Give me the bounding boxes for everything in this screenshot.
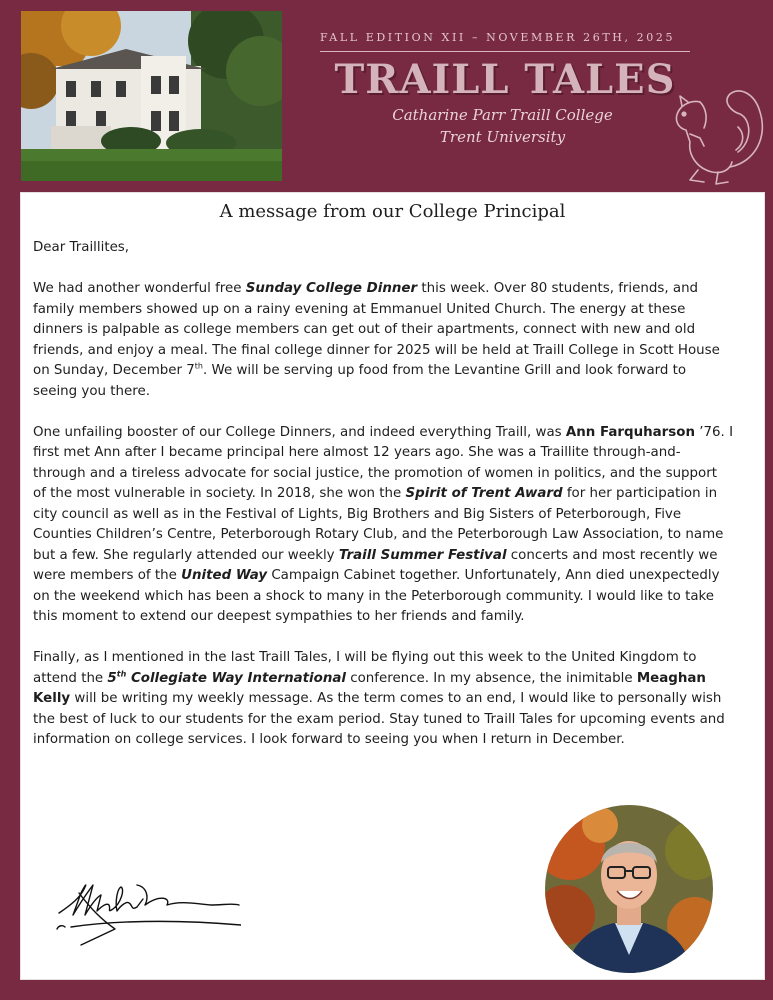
college-house-photo [21,11,282,181]
handwritten-signature [51,875,241,955]
event-name: Sunday College Dinner [245,281,418,296]
award-name: Spirit of Trent Award [405,486,563,501]
newsletter-header [0,0,773,190]
header-divider [320,51,690,52]
university-name: Trent University [439,128,566,146]
salutation: Dear Traillites, [33,240,130,255]
edition-line: FALL EDITION XII – NOVEMBER 26TH, 2025 [320,31,676,44]
festival-name: Traill Summer Festival [338,547,507,563]
newsletter-title: TRAILL TALES [334,56,676,103]
paragraph-travel: Finally, as I mentioned in the last Traill Tales, I will be flying out this week to the United Kingdom to attend the 5th Collegiate Way International conference. In my absence, the inimitable Meaghan Kelly will be writing my weekly message. As the term comes to an end, I would like to personally wish the best of luck to our students for the exam period. Stay tuned to Traill Tales for upcoming events and information on college services. I look forward to seeing you when I return in December. [33,650,725,747]
college-name: Catharine Parr Traill College [392,106,613,124]
guest-writer-name: Meaghan Kelly [33,670,706,706]
person-name: Ann Farquharson [565,424,695,440]
squirrel-icon [660,72,770,188]
message-card [20,192,765,980]
paragraph-tribute: One unfailing booster of our College Dinners, and indeed everything Traill, was Ann Farquharson ’76. I first met Ann after I became principal here almost 12 years ago. She was a Traillite through-and-through and a tireless advocate for social justice, the promotion of women in politics, and the support of the most vulnerable in society. In 2018, she won the Spirit of Trent Award for her participation in city council as well as in the Festival of Lights, Big Brothers and Big Sisters of Peterborough, Five Counties Children’s Centre, Peterborough Rotary Club, and the Peterborough Law Association, to name but a few. She regularly attended our weekly Traill Summer Festival concerts and most recently we were members of the United Way Campaign Cabinet together. Unfortunately, Ann died unexpectedly on the weekend which has been a shock to many in the Peterborough community. I would like to take this moment to extend our deepest sympathies to her friends and family. [33,424,734,624]
message-body [33,238,733,771]
paragraph-dinner: We had another wonderful free Sunday College Dinner this week. Over 80 students, friends, and family members showed up on a rainy evening at Emmanuel United Church. The energy at these dinners is palpable as college members can get out of their apartments, connect with new and old friends, and enjoy a meal. The final college dinner for 2025 will be held at Traill College in Scott House on Sunday, December 7th. We will be serving up food from the Levantine Grill and look forward to seeing you there. [33,281,720,399]
organization-name: United Way [181,568,268,583]
message-heading: A message from our College Principal [219,201,566,222]
principal-portrait [545,805,713,973]
conference-name: Collegiate Way International [126,670,346,686]
